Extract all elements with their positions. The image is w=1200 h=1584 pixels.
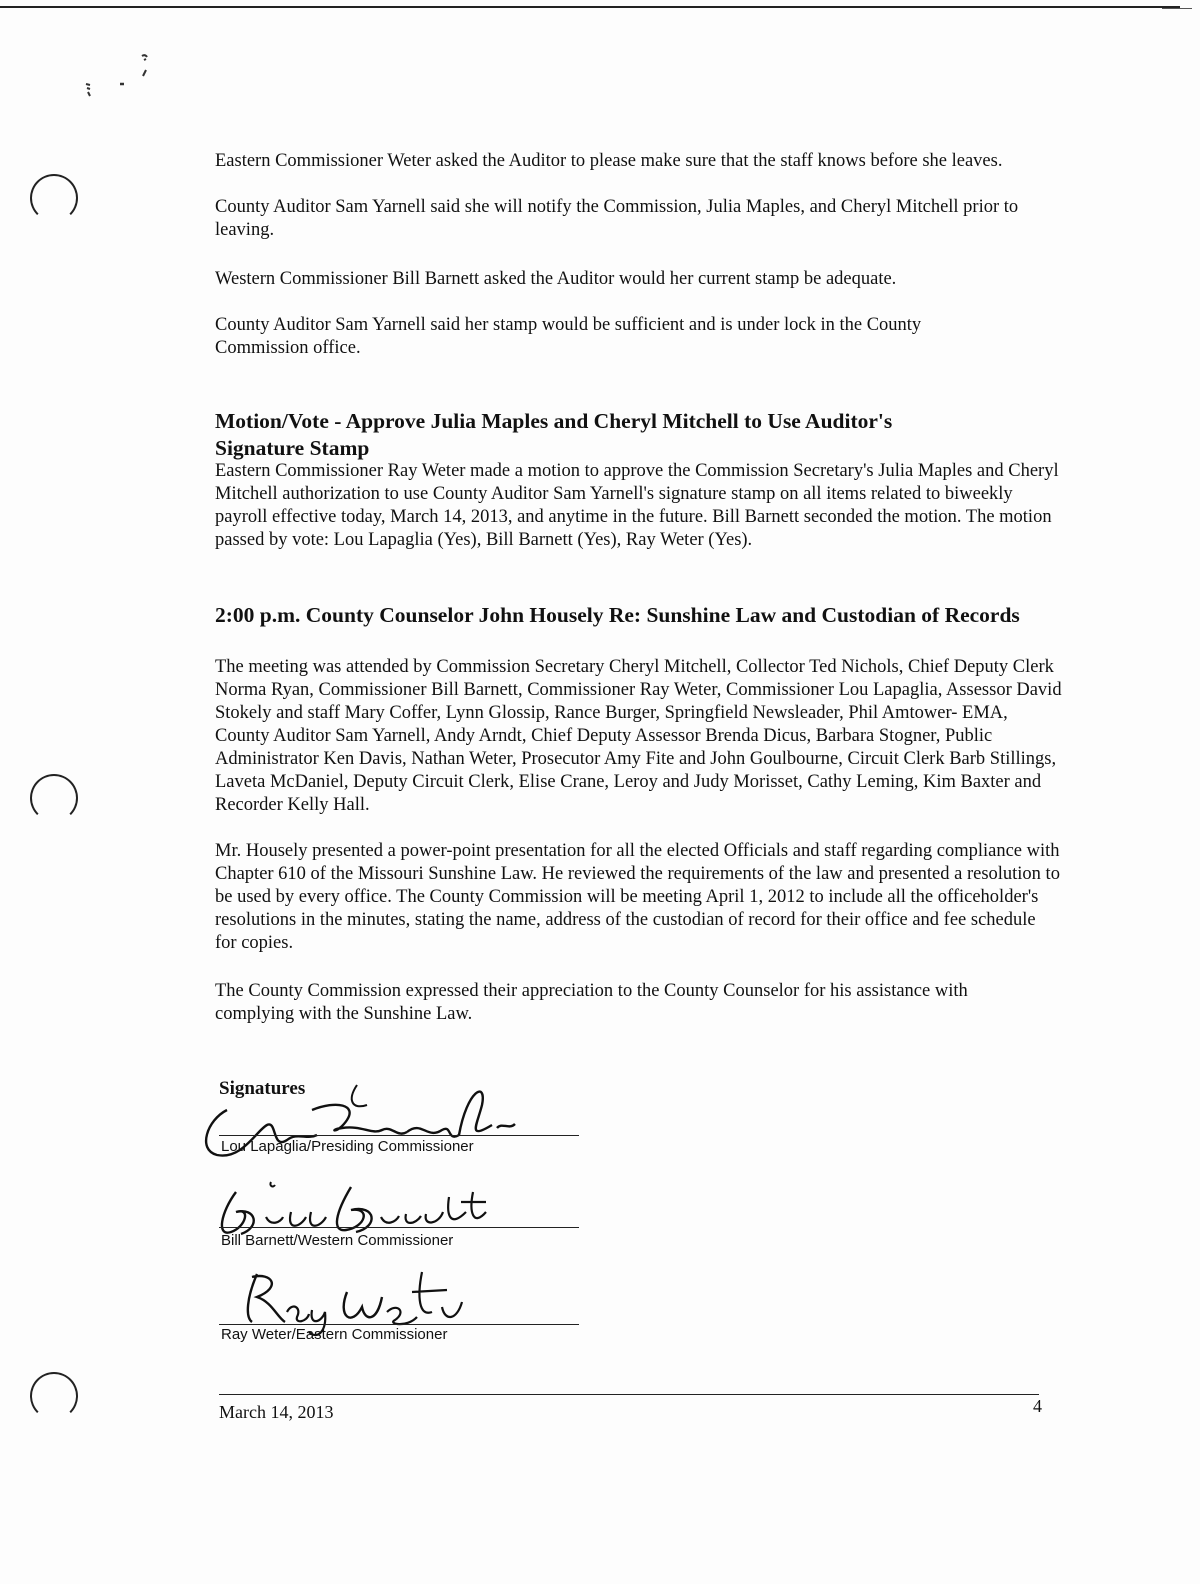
section-heading-sunshine: 2:00 p.m. County Counselor John Housely Re: Sunshine Law and Custodian of Records <box>215 603 1020 627</box>
scan-specks <box>78 48 168 118</box>
punch-hole-top <box>30 174 78 222</box>
signature-block-weter <box>219 1262 579 1352</box>
paragraph-presentation: Mr. Housely presented a power-point presentation for all the elected Officials and staff regarding compliance with Chapter 610 of the Missouri Sunshine Law. He reviewed the requirements of the law and presented a resolution to be used by every office. The County Commission will be meeting April 1, 2012 to include all the officeholder's resolutions in the minutes, stating the name, address of the custodian of record for their office and fee schedule for copies. <box>215 841 1060 953</box>
signature-line-weter <box>219 1324 579 1325</box>
scan-top-rule <box>0 6 1180 8</box>
footer-date: March 14, 2013 <box>219 1402 334 1422</box>
paragraph-attendees: The meeting was attended by Commission Secretary Cheryl Mitchell, Collector Ted Nichols, Chief Deputy Clerk Norma Ryan, Commissioner Bill Barnett, Commissioner Ray Weter, Commissioner Lou Lapaglia, Assessor David Stokely and staff Mary Coffer, Lynn Glossip, Rance Burger, Springfield Newsleader, Phil Amtower- EMA, County Auditor Sam Yarnell, Andy Arndt, Chief Deputy Assessor Brenda Dicus, Barbara Stogner, Public Administrator Ken Davis, Nathan Weter, Prosecutor Amy Fite and John Goulbourne, Circuit Clerk Barb Stillings, Laveta McDaniel, Deputy Circuit Clerk, Elise Crane, Leroy and Judy Morisset, Cathy Leming, Kim Baxter and Recorder Kelly Hall. <box>215 657 1062 815</box>
paragraph-barnett-stamp: Western Commissioner Bill Barnett asked the Auditor would her current stamp be adequate. <box>215 269 897 289</box>
signature-caption-weter: Ray Weter/Eastern Commissioner <box>221 1326 448 1343</box>
signatures-title: Signatures <box>219 1078 306 1099</box>
paragraph-appreciation: The County Commission expressed their appreciation to the County Counselor for his assistance with complying with the Sunshine Law. <box>215 981 968 1024</box>
signature-lapaglia <box>197 1080 537 1170</box>
paragraph-yarnell-stamp: County Auditor Sam Yarnell said her stamp would be sufficient and is under lock in the County Commission office. <box>215 315 922 358</box>
page-number: 4 <box>1033 1396 1042 1416</box>
signature-block-barnett <box>219 1172 579 1257</box>
punch-hole-middle <box>30 774 78 822</box>
signature-block-lapaglia <box>219 1080 579 1170</box>
signature-line-barnett <box>219 1227 579 1228</box>
paragraph-motion-body: Eastern Commissioner Ray Weter made a motion to approve the Commission Secretary's Julia Maples and Cheryl Mitchell authorization to use County Auditor Sam Yarnell's signature stamp on all items related to biweekly payroll effective today, March 14, 2013, and anytime in the future. Bill Barnett seconded the motion. The motion passed by vote: Lou Lapaglia (Yes), Bill Barnett (Yes), Ray Weter (Yes). <box>215 461 1059 550</box>
scan-top-rule-tail <box>1162 8 1192 9</box>
paragraph-weter-request: Eastern Commissioner Weter asked the Auditor to please make sure that the staff knows before she leaves. <box>215 151 1003 171</box>
footer-rule <box>219 1394 1039 1395</box>
signature-line-lapaglia <box>219 1135 579 1136</box>
section-heading-motion: Motion/Vote - Approve Julia Maples and Cheryl Mitchell to Use Auditor's Signature Stamp <box>215 409 893 460</box>
signature-caption-lapaglia: Lou Lapaglia/Presiding Commissioner <box>221 1138 474 1155</box>
signature-caption-barnett: Bill Barnett/Western Commissioner <box>221 1232 454 1249</box>
paragraph-yarnell-notify: County Auditor Sam Yarnell said she will notify the Commission, Julia Maples, and Cheryl Mitchell prior to leaving. <box>215 197 1019 240</box>
punch-hole-bottom <box>30 1372 78 1420</box>
